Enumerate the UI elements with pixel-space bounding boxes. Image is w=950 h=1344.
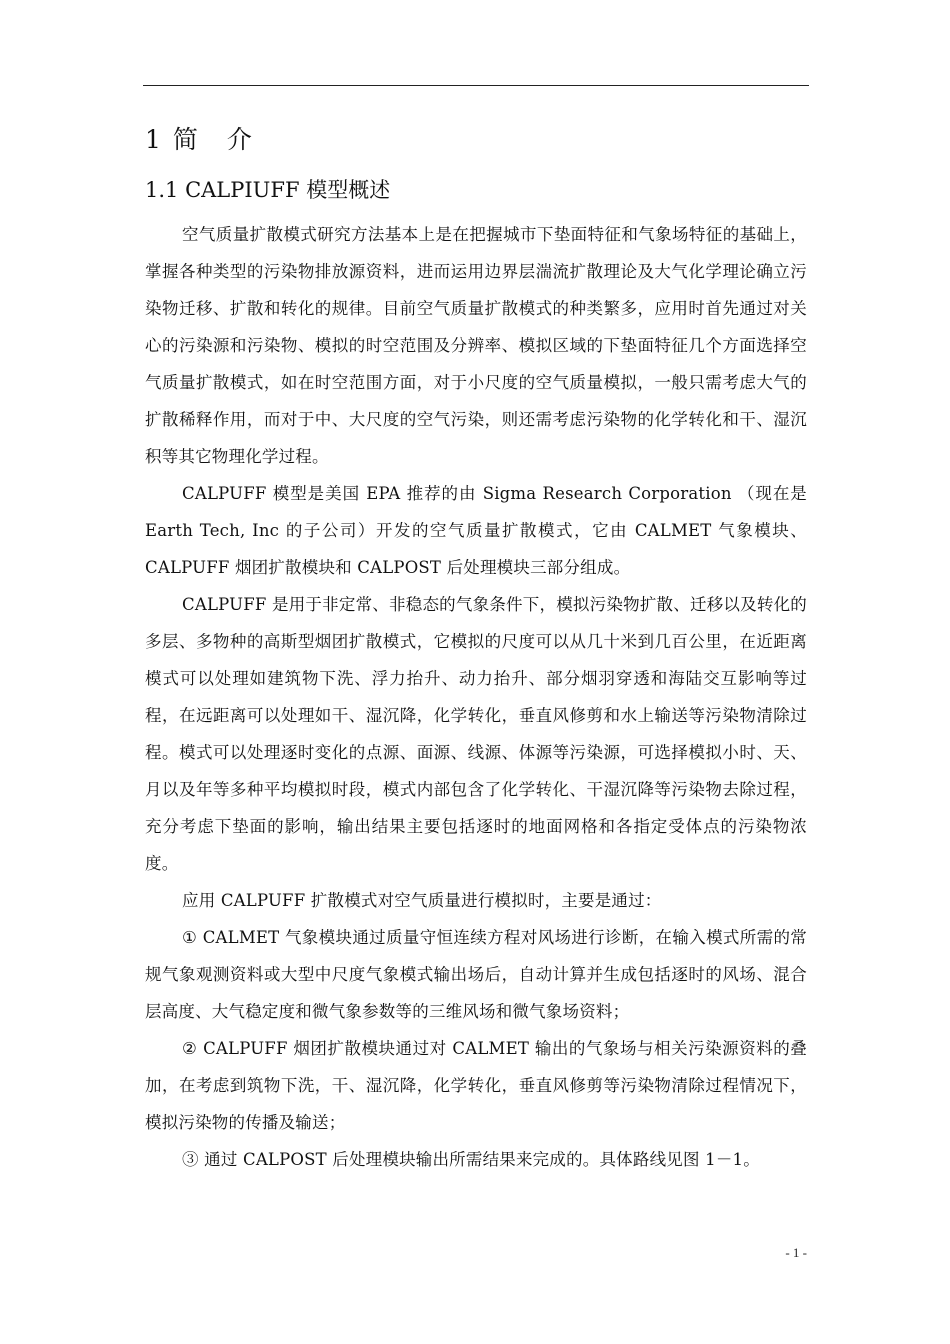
section-heading: 1.1 CALPIUFF 模型概述 <box>145 178 391 202</box>
header-rule <box>143 85 809 86</box>
paragraph-step-1: ① CALMET 气象模块通过质量守恒连续方程对风场进行诊断，在输入模式所需的常规气象观测资料或大型中尺度气象模式输出场后，自动计算并生成包括逐时的风场、混合层高度、大气稳定度和微气象参数等的三维风场和微气象场资料； <box>145 928 807 1021</box>
paragraph-step-3: ③ 通过 CALPOST 后处理模块输出所需结果来完成的。具体路线见图 1－1。 <box>182 1150 760 1169</box>
paragraph-application: 应用 CALPUFF 扩散模式对空气质量进行模拟时，主要是通过： <box>182 891 662 910</box>
paragraph-calpuff-origin: CALPUFF 模型是美国 EPA 推荐的由 Sigma Research Corporation （现在是 Earth Tech, Inc 的子公司）开发的空气质量扩散模式，它由 CALMET 气象模块、CALPUFF 烟团扩散模块和 CALPOST 后处理模块三部分组成。 <box>145 484 807 577</box>
chapter-heading: 1 简 介 <box>145 125 254 154</box>
page-number: - 1 - <box>785 1245 807 1260</box>
document-body <box>145 118 807 1178</box>
paragraph-step-2: ② CALPUFF 烟团扩散模块通过对 CALMET 输出的气象场与相关污染源资料的叠加，在考虑到筑物下洗，干、湿沉降，化学转化，垂直风修剪等污染物清除过程情况下，模拟污染物的传播及输送； <box>145 1039 807 1132</box>
paragraph-calpuff-description: CALPUFF 是用于非定常、非稳态的气象条件下，模拟污染物扩散、迁移以及转化的多层、多物种的高斯型烟团扩散模式，它模拟的尺度可以从几十米到几百公里，在近距离模式可以处理如建筑物下洗、浮力抬升、动力抬升、部分烟羽穿透和海陆交互影响等过程，在远距离可以处理如干、湿沉降，化学转化，垂直风修剪和水上输送等污染物清除过程。模式可以处理逐时变化的点源、面源、线源、体源等污染源，可选择模拟小时、天、月以及年等多种平均模拟时段，模式内部包含了化学转化、干湿沉降等污染物去除过程，充分考虑下垫面的影响，输出结果主要包括逐时的地面网格和各指定受体点的污染物浓度。 <box>145 595 807 873</box>
paragraph-intro: 空气质量扩散模式研究方法基本上是在把握城市下垫面特征和气象场特征的基础上，掌握各种类型的污染物排放源资料，进而运用边界层湍流扩散理论及大气化学理论确立污染物迁移、扩散和转化的规律。目前空气质量扩散模式的种类繁多，应用时首先通过对关心的污染源和污染物、模拟的时空范围及分辨率、模拟区域的下垫面特征几个方面选择空气质量扩散模式，如在时空范围方面，对于小尺度的空气质量模拟，一般只需考虑大气的扩散稀释作用，而对于中、大尺度的空气污染，则还需考虑污染物的化学转化和干、湿沉积等其它物理化学过程。 <box>145 225 807 466</box>
